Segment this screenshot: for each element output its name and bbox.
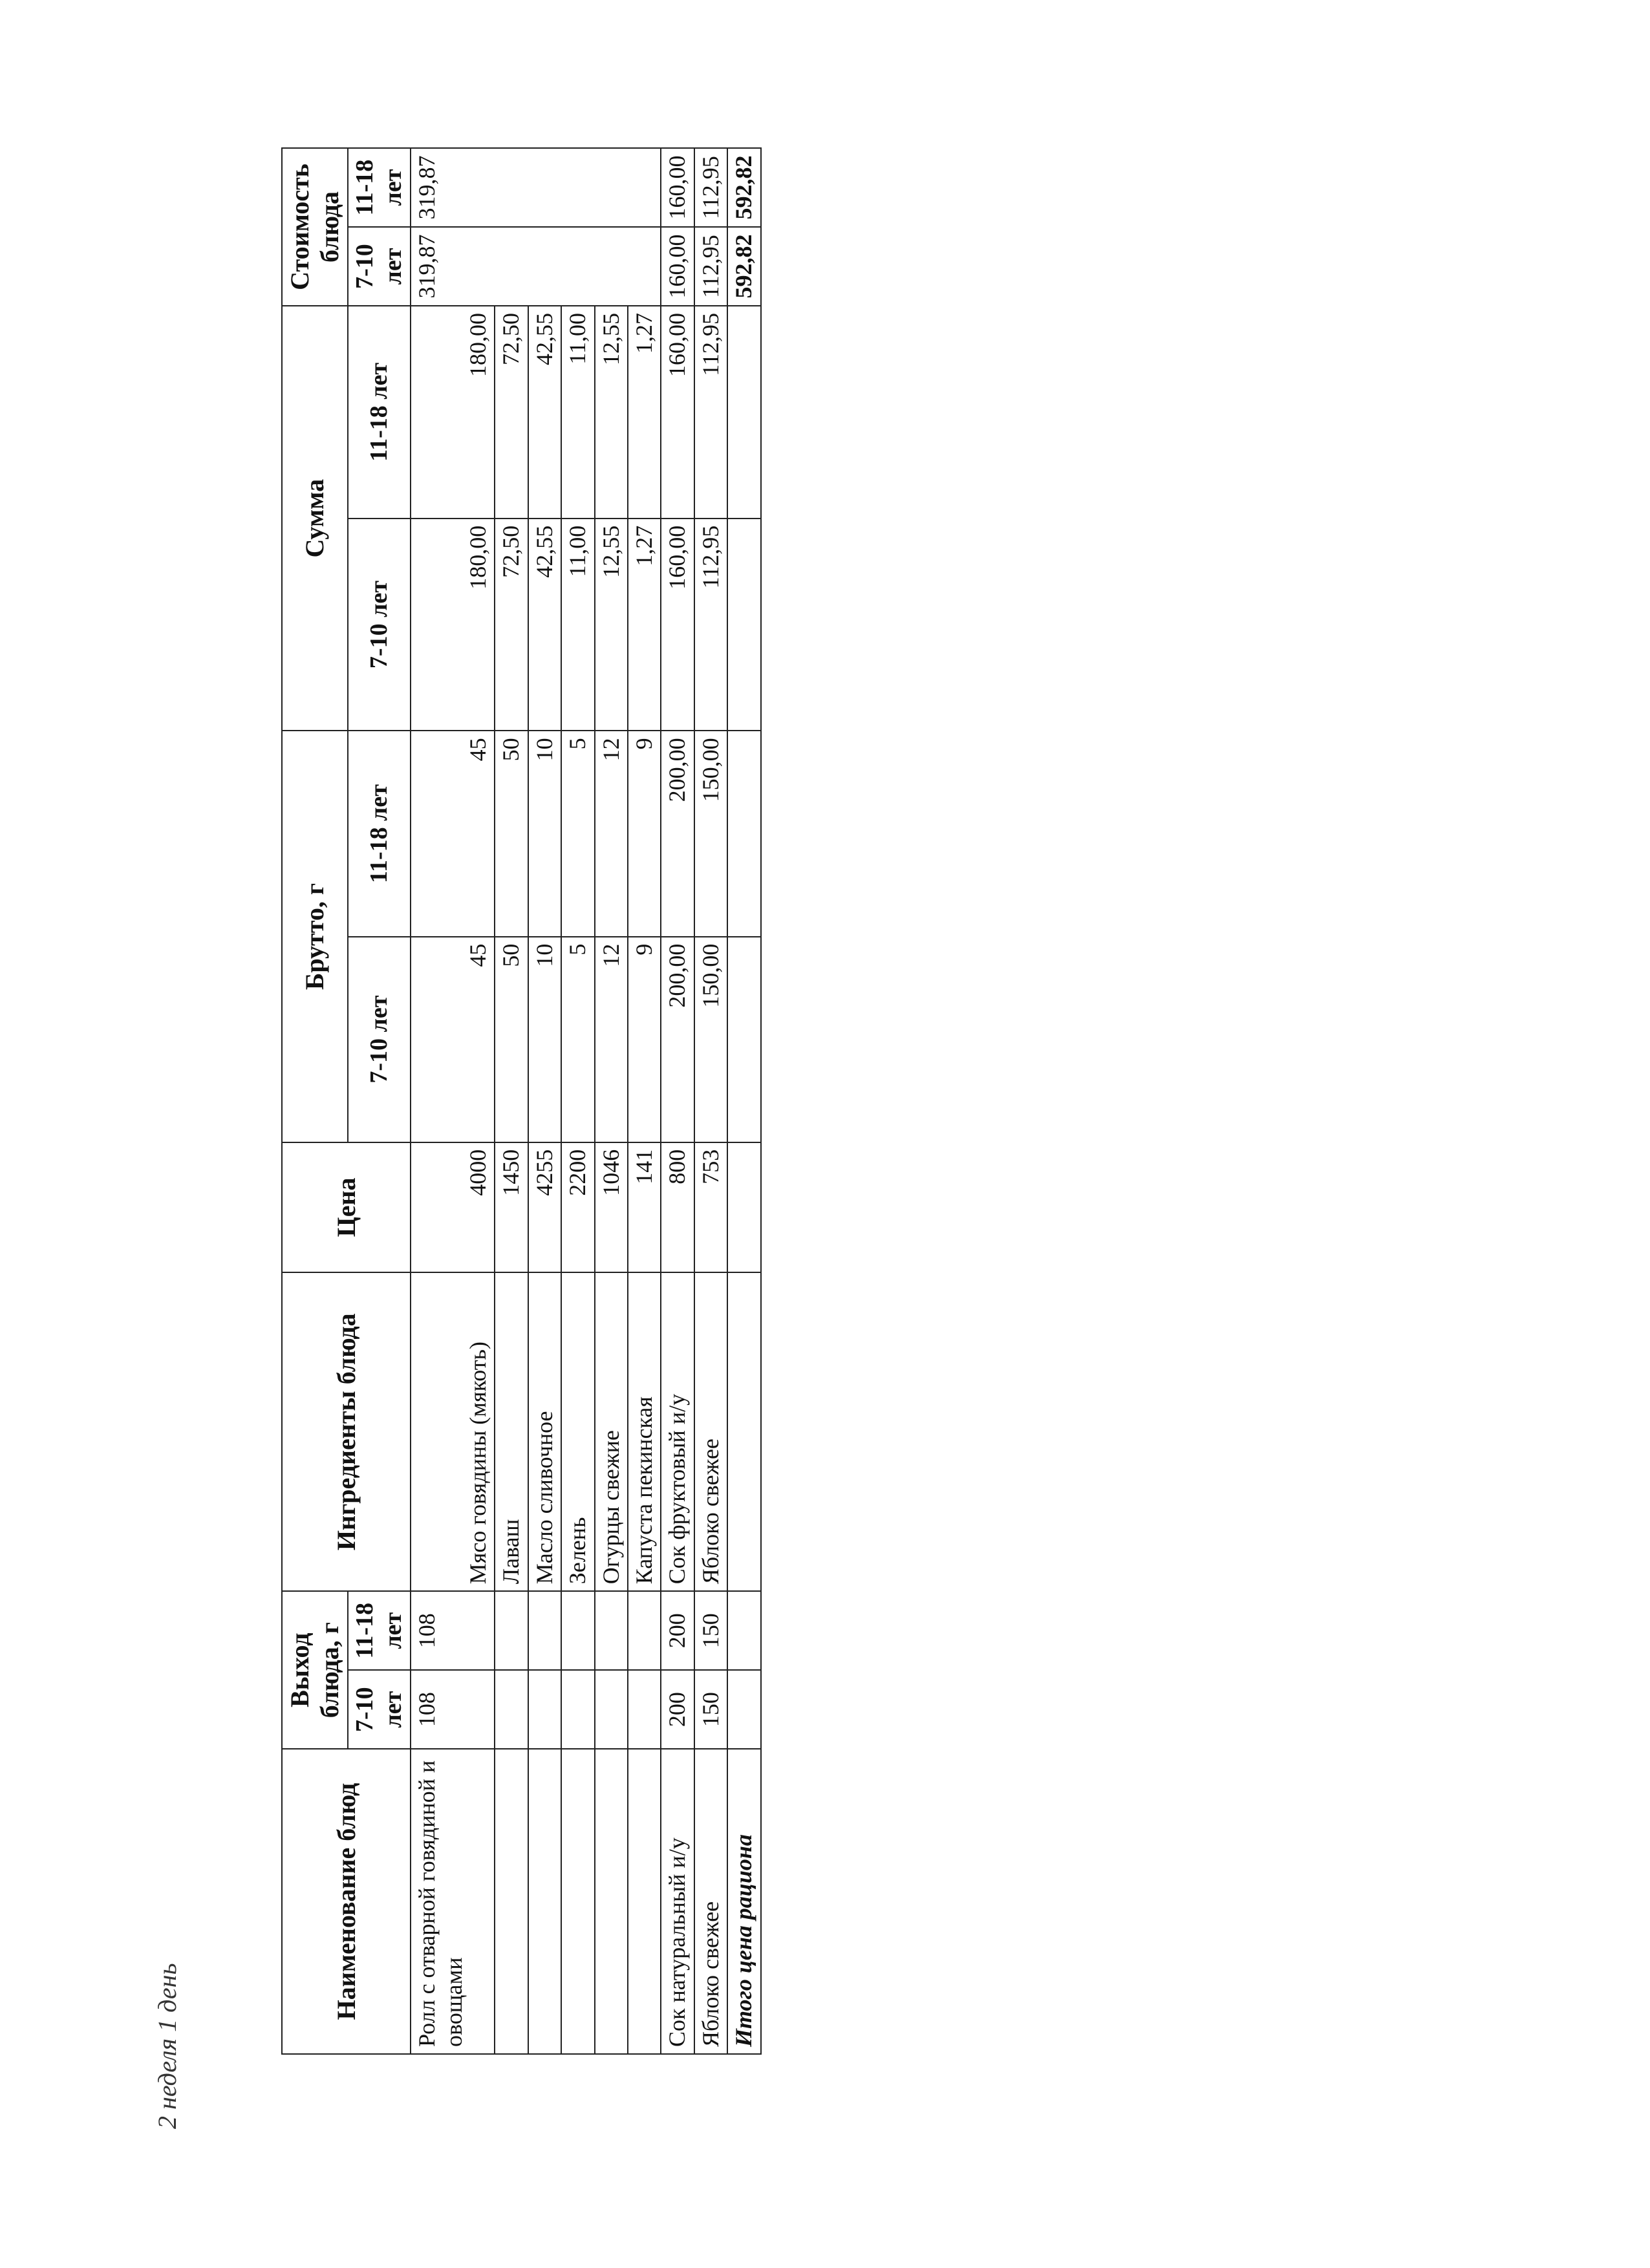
header-gross-young: 7-10 лет (348, 937, 411, 1142)
gross-old: 150,00 (694, 731, 727, 936)
ingredient-name: Лаваш (495, 1272, 528, 1591)
table-row (528, 148, 561, 2054)
dish-name: Сок натуральный и/у (661, 1749, 694, 2054)
ingredient-price: 800 (661, 1142, 694, 1272)
sum-young: 42,55 (528, 519, 561, 731)
table-row (694, 148, 727, 2054)
sum-young: 72,50 (495, 519, 528, 731)
rotated-page (0, 134, 1650, 2268)
ingredient-name: Масло сливочное (528, 1272, 561, 1591)
header-sum-young: 7-10 лет (348, 519, 411, 731)
table-row (628, 148, 661, 2054)
ingredient-price: 4255 (528, 1142, 561, 1272)
header-dish-cost: Стоимость блюда (282, 148, 348, 306)
gross-old: 12 (595, 731, 628, 936)
sum-old: 11,00 (561, 306, 594, 519)
yield-old: 150 (694, 1591, 727, 1670)
ingredient-price: 2200 (561, 1142, 594, 1272)
gross-young: 150,00 (694, 937, 727, 1142)
sum-old: 1,27 (628, 306, 661, 519)
header-ingredients: Ингредиенты блюда (282, 1272, 411, 1591)
header-sum-old: 11-18 лет (348, 306, 411, 519)
table-row (495, 148, 528, 2054)
header-yield: Выход блюда, г (282, 1591, 348, 1749)
table-row (661, 148, 694, 2054)
ingredient-name: Огурцы свежие (595, 1272, 628, 1591)
header-dish-name: Наименование блюд (282, 1749, 411, 2054)
gross-old: 45 (411, 731, 495, 936)
yield-old: 200 (661, 1591, 694, 1670)
total-row (727, 148, 760, 2054)
gross-young: 5 (561, 937, 594, 1142)
ingredient-price: 753 (694, 1142, 727, 1272)
gross-young: 45 (411, 937, 495, 1142)
cost-old: 319,87 (411, 148, 661, 227)
page-caption: 2 неделя 1 день (153, 1963, 182, 2129)
ingredient-name: Яблоко свежее (694, 1272, 727, 1591)
sum-old: 42,55 (528, 306, 561, 519)
dish-name: Ролл с отварной говядиной и овощами (411, 1749, 495, 2054)
sum-young: 180,00 (411, 519, 495, 731)
total-old: 592,82 (727, 148, 760, 227)
cost-young: 160,00 (661, 227, 694, 306)
ingredient-name: Сок фруктовый и/у (661, 1272, 694, 1591)
ingredient-price: 4000 (411, 1142, 495, 1272)
gross-young: 12 (595, 937, 628, 1142)
yield-young: 108 (411, 1670, 495, 1749)
gross-young: 9 (628, 937, 661, 1142)
ingredient-name: Капуста пекинская (628, 1272, 661, 1591)
menu-cost-table (281, 147, 762, 2055)
header-cost-old: 11-18 лет (348, 148, 411, 227)
sum-old: 72,50 (495, 306, 528, 519)
yield-young: 150 (694, 1670, 727, 1749)
header-gross-old: 11-18 лет (348, 731, 411, 936)
ingredient-name: Зелень (561, 1272, 594, 1591)
header-cost-young: 7-10 лет (348, 227, 411, 306)
header-yield-young: 7-10 лет (348, 1670, 411, 1749)
sum-young: 1,27 (628, 519, 661, 731)
yield-young: 200 (661, 1670, 694, 1749)
sum-young: 160,00 (661, 519, 694, 731)
gross-old: 9 (628, 731, 661, 936)
gross-young: 50 (495, 937, 528, 1142)
cost-old: 160,00 (661, 148, 694, 227)
header-price: Цена (282, 1142, 411, 1272)
sum-old: 160,00 (661, 306, 694, 519)
cost-young: 112,95 (694, 227, 727, 306)
total-label: Итого цена рациона (727, 1749, 760, 2054)
gross-old: 5 (561, 731, 594, 936)
sum-young: 112,95 (694, 519, 727, 731)
yield-old: 108 (411, 1591, 495, 1670)
header-row-top (282, 148, 348, 2054)
dish-name-empty (495, 1749, 528, 2054)
sum-young: 12,55 (595, 519, 628, 731)
dish-name: Яблоко свежее (694, 1749, 727, 2054)
ingredient-price: 141 (628, 1142, 661, 1272)
sum-old: 12,55 (595, 306, 628, 519)
cost-old: 112,95 (694, 148, 727, 227)
gross-old: 50 (495, 731, 528, 936)
gross-old: 200,00 (661, 731, 694, 936)
gross-young: 10 (528, 937, 561, 1142)
header-yield-old: 11-18 лет (348, 1591, 411, 1670)
header-gross: Брутто, г (282, 731, 348, 1142)
header-sum: Сумма (282, 306, 348, 731)
gross-young: 200,00 (661, 937, 694, 1142)
table-row (411, 148, 495, 2054)
ingredient-name: Мясо говядины (мякоть) (411, 1272, 495, 1591)
ingredient-price: 1450 (495, 1142, 528, 1272)
sum-young: 11,00 (561, 519, 594, 731)
table-row (595, 148, 628, 2054)
cost-young: 319,87 (411, 227, 661, 306)
table-row (561, 148, 594, 2054)
total-young: 592,82 (727, 227, 760, 306)
sum-old: 112,95 (694, 306, 727, 519)
gross-old: 10 (528, 731, 561, 936)
ingredient-price: 1046 (595, 1142, 628, 1272)
sum-old: 180,00 (411, 306, 495, 519)
